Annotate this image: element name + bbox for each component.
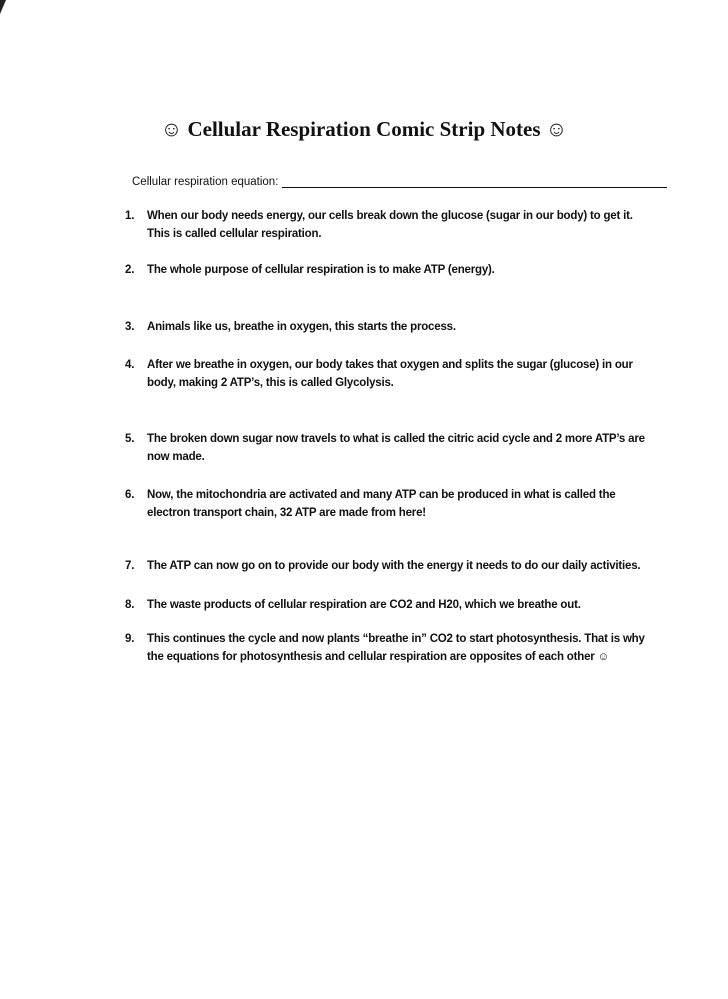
- equation-label: Cellular respiration equation:: [132, 176, 279, 188]
- list-item: [125, 356, 655, 392]
- list-item: [125, 318, 655, 336]
- item-text: Animals like us, breathe in oxygen, this starts the process.: [147, 321, 456, 333]
- page-title: ☺ Cellular Respiration Comic Strip Notes ☺: [160, 117, 568, 141]
- item-text: The whole purpose of cellular respiration is to make ATP (energy).: [147, 264, 495, 276]
- item-number: 6.: [125, 489, 135, 501]
- list-item: [125, 557, 655, 575]
- list-item: [125, 207, 655, 243]
- item-number: 7.: [125, 560, 135, 572]
- item-number: 2.: [125, 264, 135, 276]
- scan-corner-mark: [0, 0, 6, 14]
- item-text: Now, the mitochondria are activated and many ATP can be produced in what is called the electron transport chain, 32 ATP are made from here!: [147, 489, 616, 519]
- list-item: [125, 261, 655, 279]
- item-number: 5.: [125, 433, 135, 445]
- item-text: The broken down sugar now travels to what is called the citric acid cycle and 2 more ATP’s are now made.: [147, 433, 645, 463]
- item-text: When our body needs energy, our cells break down the glucose (sugar in our body) to get it. This is called cellular respiration.: [147, 210, 633, 240]
- item-text: After we breathe in oxygen, our body takes that oxygen and splits the sugar (glucose) in our body, making 2 ATP’s, this is called Glycolysis.: [147, 359, 633, 389]
- item-number: 4.: [125, 359, 135, 371]
- equation-blank-line[interactable]: [282, 176, 667, 188]
- item-text: This continues the cycle and now plants “breathe in” CO2 to start photosynthesis. That is why the equations for photosynthesis and cellular respiration are opposites of each other ☺: [147, 633, 645, 663]
- item-number: 8.: [125, 599, 135, 611]
- list-item: [125, 486, 655, 522]
- item-number: 9.: [125, 633, 135, 645]
- equation-prompt: [132, 176, 667, 188]
- item-text: The ATP can now go on to provide our body with the energy it needs to do our daily activities.: [147, 560, 641, 572]
- item-number: 3.: [125, 321, 135, 333]
- item-text: The waste products of cellular respiration are CO2 and H20, which we breathe out.: [147, 599, 581, 611]
- list-item: [125, 630, 655, 666]
- list-item: [125, 430, 655, 466]
- list-item: [125, 596, 655, 614]
- item-number: 1.: [125, 210, 135, 222]
